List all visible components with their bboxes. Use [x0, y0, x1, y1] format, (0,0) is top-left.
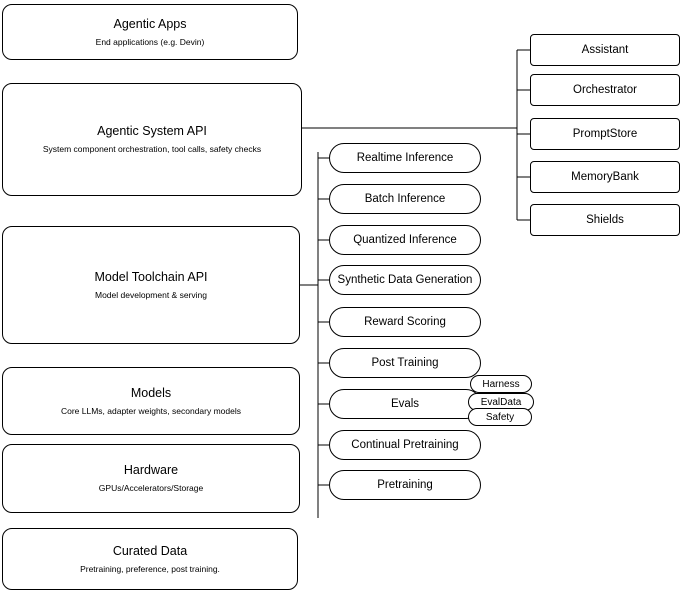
pill-label: Synthetic Data Generation: [337, 274, 473, 286]
system-component-shields[interactable]: [530, 204, 680, 236]
toolchain-capability-reward-scoring[interactable]: [329, 307, 481, 337]
stack-layer-subtitle: Model development & serving: [95, 289, 207, 300]
stack-layer-models[interactable]: [2, 367, 300, 435]
pill-label: Continual Pretraining: [351, 439, 459, 451]
system-component-promptstore[interactable]: [530, 118, 680, 150]
right-node-label: MemoryBank: [571, 171, 639, 183]
toolchain-capability-quantized-inference[interactable]: [329, 225, 481, 255]
stack-layer-subtitle: End applications (e.g. Devin): [95, 36, 205, 47]
toolchain-capability-evals[interactable]: [329, 389, 481, 419]
evals-subitem-safety[interactable]: [468, 408, 532, 426]
stack-layer-curated-data[interactable]: [2, 528, 298, 590]
system-component-orchestrator[interactable]: [530, 74, 680, 106]
stack-layer-title: Agentic System API: [97, 124, 207, 138]
stack-layer-subtitle: Core LLMs, adapter weights, secondary models: [60, 405, 241, 416]
stack-layer-hardware[interactable]: [2, 444, 300, 513]
pill-label: Quantized Inference: [353, 234, 457, 246]
pill-label: Pretraining: [377, 479, 433, 491]
toolchain-capability-pretraining[interactable]: [329, 470, 481, 500]
toolchain-capability-batch-inference[interactable]: [329, 184, 481, 214]
stack-layer-title: Models: [130, 385, 172, 400]
right-node-label: Shields: [586, 214, 624, 226]
system-component-assistant[interactable]: [530, 34, 680, 66]
pill-label: Realtime Inference: [356, 152, 454, 164]
pill-label: Batch Inference: [364, 193, 446, 205]
mini-pill-label: Harness: [482, 378, 520, 390]
stack-layer-title: Hardware: [123, 463, 179, 477]
stack-layer-title: Model Toolchain API: [94, 269, 208, 284]
stack-layer-subtitle: Pretraining, preference, post training.: [80, 563, 220, 574]
right-node-label: PromptStore: [572, 128, 638, 140]
stack-layer-title: Agentic Apps: [113, 16, 187, 31]
toolchain-capability-post-training[interactable]: [329, 348, 481, 378]
toolchain-capability-synthetic-data-generation[interactable]: [329, 265, 481, 295]
pill-label: Post Training: [371, 357, 439, 369]
stack-layer-model-toolchain-api[interactable]: [2, 226, 300, 344]
evals-subitem-harness[interactable]: [470, 375, 532, 393]
toolchain-capability-realtime-inference[interactable]: [329, 143, 481, 173]
mini-pill-label: EvalData: [480, 396, 522, 408]
stack-layer-subtitle: GPUs/Accelerators/Storage: [98, 483, 204, 493]
stack-layer-title: Curated Data: [112, 543, 188, 558]
right-node-label: Orchestrator: [573, 84, 637, 96]
pill-label: Reward Scoring: [364, 316, 446, 328]
system-component-memorybank[interactable]: [530, 161, 680, 193]
stack-layer-agentic-apps[interactable]: [2, 4, 298, 60]
toolchain-capability-continual-pretraining[interactable]: [329, 430, 481, 460]
right-node-label: Assistant: [581, 44, 629, 56]
mini-pill-label: Safety: [485, 411, 515, 423]
pill-label: Evals: [390, 398, 420, 410]
stack-layer-subtitle: System component orchestration, tool calls, safety checks: [42, 144, 262, 154]
stack-layer-agentic-system-api[interactable]: [2, 83, 302, 196]
